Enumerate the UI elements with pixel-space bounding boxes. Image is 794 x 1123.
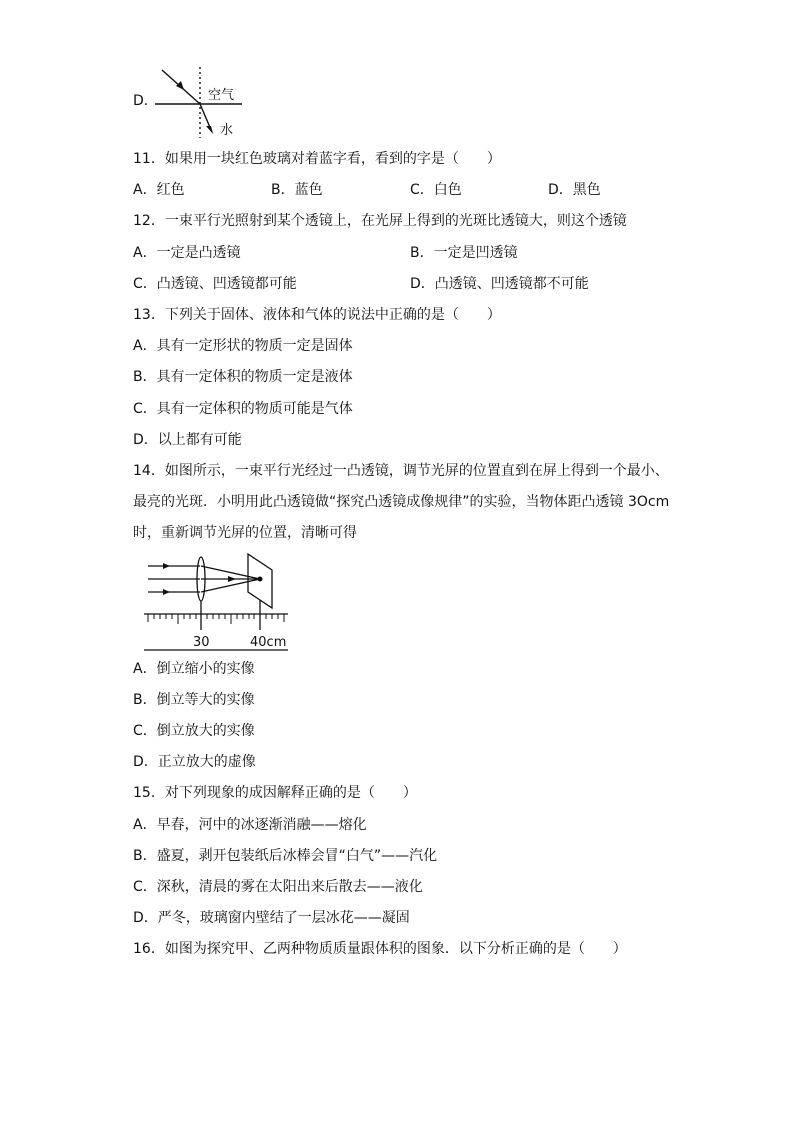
label-air: 空气 bbox=[208, 88, 235, 103]
q15-stem: 15．对下列现象的成因解释正确的是（ ） bbox=[133, 785, 417, 801]
q13-option-c: C．具有一定体积的物质可能是气体 bbox=[133, 401, 353, 417]
q13-option-d: D．以上都有可能 bbox=[133, 432, 242, 448]
lens-focus-diagram bbox=[140, 552, 292, 654]
q16-stem: 16．如图为探究甲、乙两种物质质量跟体积的图象．以下分析正确的是（ ） bbox=[133, 941, 627, 957]
q15-option-c: C．深秋，清晨的雾在太阳出来后散去——液化 bbox=[133, 879, 423, 895]
converge-arrow bbox=[228, 576, 236, 582]
incident-arrow bbox=[176, 81, 184, 90]
q14-stem-line3: 时，重新调节光屏的位置，清晰可得 bbox=[133, 525, 357, 541]
q14-option-c: C．倒立放大的实像 bbox=[133, 723, 255, 739]
q11-option-a: A．红色 bbox=[133, 182, 185, 198]
q13-stem: 13．下列关于固体、液体和气体的说法中正确的是（ ） bbox=[133, 307, 501, 323]
q11-option-d: D．黑色 bbox=[548, 182, 601, 198]
q14-option-d: D．正立放大的虚像 bbox=[133, 754, 256, 770]
ruler-ticks bbox=[148, 614, 284, 630]
refraction-diagram bbox=[150, 64, 250, 140]
q11-option-b: B．蓝色 bbox=[271, 182, 323, 198]
q12-option-d: D．凸透镜、凹透镜都不可能 bbox=[410, 276, 589, 292]
q12-stem: 12．一束平行光照射到某个透镜上，在光屏上得到的光斑比透镜大，则这个透镜 bbox=[133, 213, 627, 229]
q15-option-b: B．盛夏，剥开包装纸后冰棒会冒“白气”——汽化 bbox=[133, 848, 438, 864]
ray-arrow-bottom bbox=[163, 589, 170, 595]
q12-option-a: A．一定是凸透镜 bbox=[133, 245, 241, 261]
q11-option-c: C．白色 bbox=[410, 182, 462, 198]
refracted-arrow bbox=[206, 126, 213, 134]
q14-stem-line1: 14．如图所示，一束平行光经过一凸透镜，调节光屏的位置直到在屏上得到一个最小、 bbox=[133, 463, 669, 479]
ray-arrow-top bbox=[163, 563, 170, 569]
q10-option-d-label: D． bbox=[133, 93, 158, 109]
q12-option-c: C．凸透镜、凹透镜都可能 bbox=[133, 276, 297, 292]
ruler-label-40cm: 40cm bbox=[250, 635, 287, 650]
q15-option-a: A．早春，河中的冰逐渐消融——熔化 bbox=[133, 817, 367, 833]
q13-option-a: A．具有一定形状的物质一定是固体 bbox=[133, 338, 353, 354]
focal-point bbox=[258, 577, 263, 582]
q11-stem: 11．如果用一块红色玻璃对着蓝字看，看到的字是（ ） bbox=[133, 151, 501, 167]
q14-option-a: A．倒立缩小的实像 bbox=[133, 661, 255, 677]
q13-option-b: B．具有一定体积的物质一定是液体 bbox=[133, 369, 353, 385]
q14-stem-line2: 最亮的光斑．小明用此凸透镜做“探究凸透镜成像规律”的实验，当物体距凸透镜 3Ocm bbox=[133, 494, 670, 510]
q12-option-b: B．一定是凹透镜 bbox=[410, 245, 518, 261]
q14-option-b: B．倒立等大的实像 bbox=[133, 692, 255, 708]
ruler-label-30: 30 bbox=[193, 635, 210, 650]
q15-option-d: D．严冬，玻璃窗内壁结了一层冰花——凝固 bbox=[133, 910, 410, 926]
label-water: 水 bbox=[220, 123, 234, 138]
